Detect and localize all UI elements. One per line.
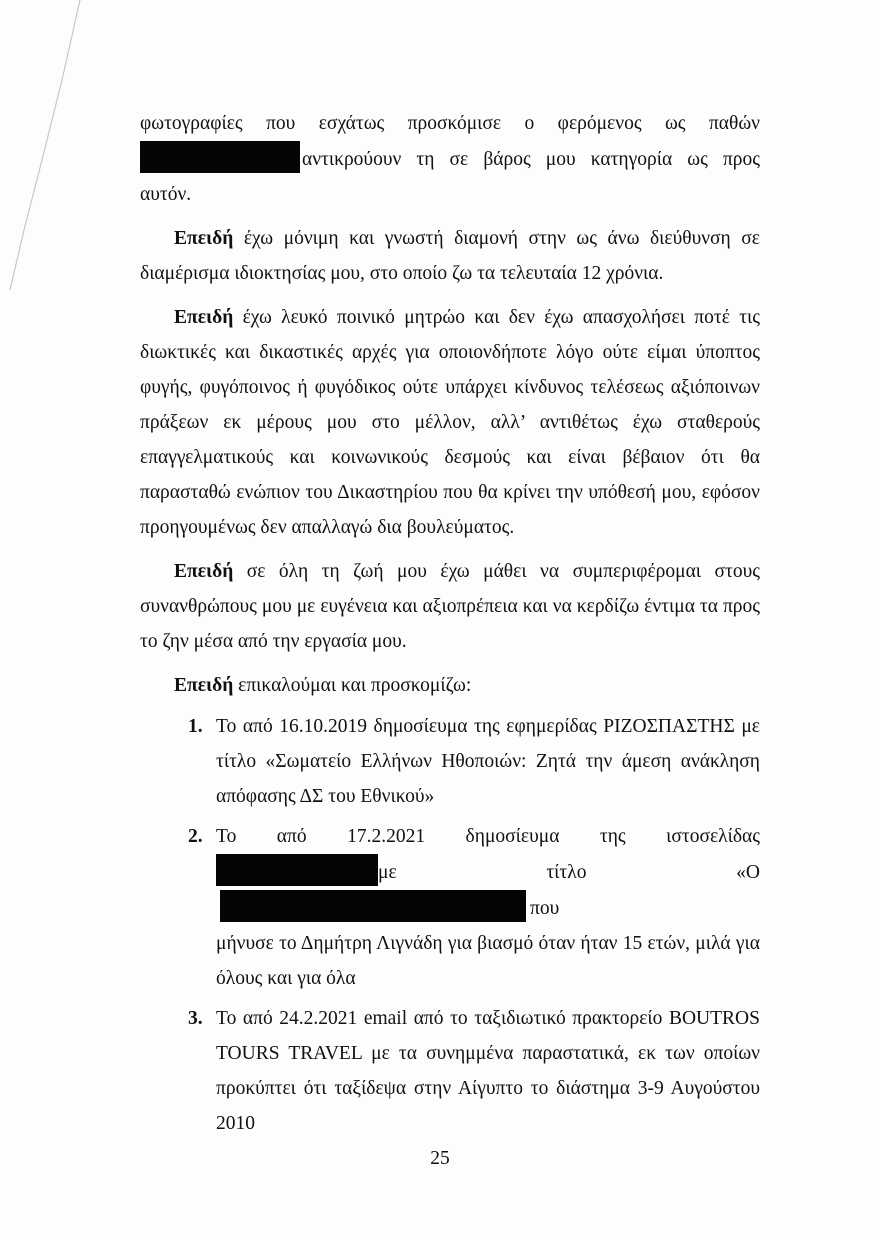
list-number: 2.: [188, 826, 203, 847]
paragraph-conduct: [140, 554, 760, 659]
paragraph-text: επικαλούμαι και προσκομίζω:: [233, 675, 472, 696]
paragraph-1-line-2: [140, 141, 760, 177]
list-item-text: Το από 16.10.2019 δημοσίευμα της εφημερίδας ΡΙΖΟΣΠΑΣΤΗΣ με τίτλο «Σωματείο Ελλήνων Ηθοποιών: Ζητά την άμεση ανάκληση απόφασης ΔΣ του Εθνικού»: [216, 716, 760, 807]
list-item-line-2: [216, 854, 760, 926]
list-number: 3.: [188, 1008, 203, 1029]
page-number: 25: [430, 1148, 450, 1169]
document-body: [140, 106, 760, 1146]
list-item-mid-b: που: [530, 898, 560, 919]
paragraph-lead: Επειδή: [174, 228, 234, 249]
paragraph-1-line-1: φωτογραφίες που εσχάτως προσκόμισε ο φερόμενος ως παθών: [140, 113, 760, 134]
paragraph-lead: Επειδή: [174, 307, 234, 328]
redaction-box: [216, 854, 378, 886]
list-item: [140, 1001, 760, 1141]
paragraph-criminal-record: [140, 300, 760, 545]
paragraph-lead: Επειδή: [174, 561, 234, 582]
paragraph-evidence-intro: [140, 668, 760, 703]
list-item-line-1: Το από 17.2.2021 δημοσίευμα της ιστοσελίδας: [216, 826, 760, 847]
paragraph-residence: [140, 221, 760, 291]
scan-edge-line: [2, 0, 92, 300]
list-item-text: Το από 24.2.2021 email από το ταξιδιωτικό πρακτορείο BOUTROS TOURS TRAVEL με τα συνημμένα παραστατικά, εκ των οποίων προκύπτει ότι ταξίδεψα στην Αίγυπτο το διάστημα 3-9 Αυγούστου 2010: [216, 1008, 760, 1134]
list-item: [140, 819, 760, 996]
redaction-box: [220, 890, 526, 922]
paragraph-text: έχω μόνιμη και γνωστή διαμονή στην ως άνω διεύθυνση σε διαμέρισμα ιδιοκτησίας μου, στο οποίο ζω τα τελευταία 12 χρόνια.: [140, 228, 760, 284]
list-item-rest: μήνυσε το Δημήτρη Λιγνάδη για βιασμό όταν ήταν 15 ετών, μιλά για όλους και για όλα: [216, 933, 760, 989]
list-item: [140, 709, 760, 814]
redaction-box: [140, 141, 300, 173]
paragraph-text: σε όλη τη ζωή μου έχω μάθει να συμπεριφέρομαι στους συνανθρώπους μου με ευγένεια και αξιοπρέπεια και να κερδίζω έντιμα τα προς το ζην μέσα από την εργασία μου.: [140, 561, 760, 652]
list-number: 1.: [188, 716, 203, 737]
list-item-mid-a: με τίτλο «Ο: [378, 862, 760, 883]
paragraph-lead: Επειδή: [174, 675, 234, 696]
paragraph-1-line-2-text: αντικρούουν τη σε βάρος μου κατηγορία ως προς: [302, 149, 760, 170]
paragraph-text: έχω λευκό ποινικό μητρώο και δεν έχω απασχολήσει ποτέ τις διωκτικές και δικαστικές αρχές για οποιονδήποτε λόγο ούτε είμαι ύποπτος φυγής, φυγόποινος ή φυγόδικος ούτε υπάρχει κίνδυνος τελέσεως αξιόποινων πράξεων εκ μέρους μου στο μέλλον, αλλ’ αντιθέτως έχω σταθερούς επαγγελματικούς και κοινωνικούς δεσμούς και είναι βέβαιον ότι θα παρασταθώ ενώπιον του Δικαστηρίου που θα κρίνει την υπόθεσή μου, εφόσον προηγουμένως δεν απαλλαγώ δια βουλεύματος.: [140, 307, 760, 538]
evidence-list: [140, 709, 760, 1141]
paragraph-1-line-3: αυτόν.: [140, 184, 192, 205]
